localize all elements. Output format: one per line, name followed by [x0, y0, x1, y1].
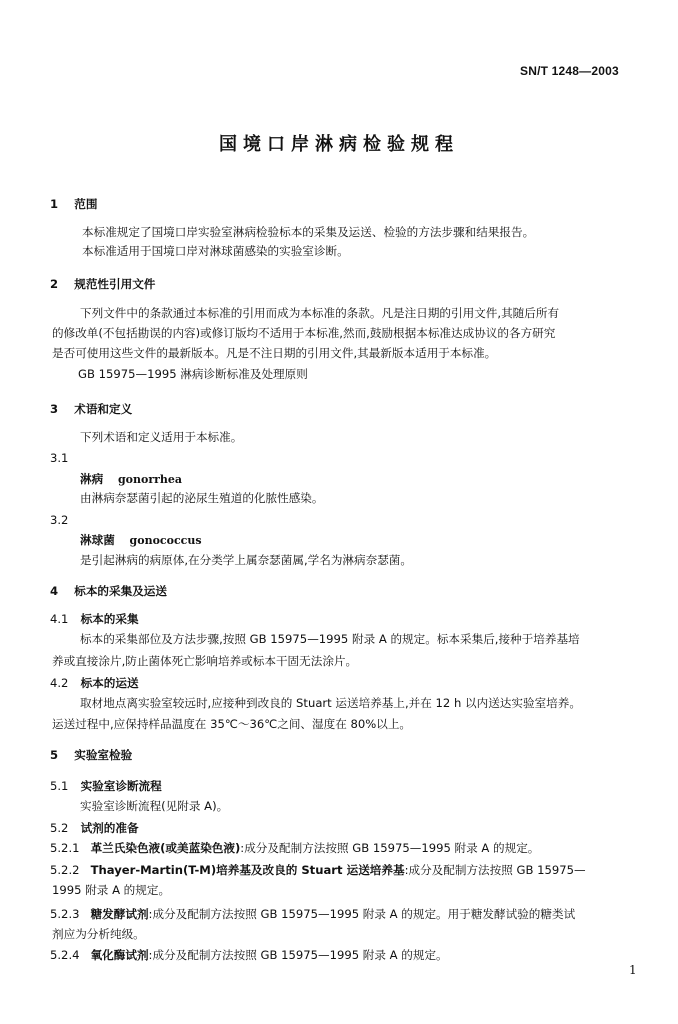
term-definition: 是引起淋病的病原体,在分类学上属奈瑟菌属,学名为淋病奈瑟菌。	[80, 553, 412, 567]
subsection-heading	[50, 675, 139, 691]
section-title: 标本的采集及运送	[74, 584, 167, 598]
page-number: 1	[629, 963, 637, 977]
term-entry	[80, 471, 182, 488]
paragraph-line: 本标准规定了国境口岸实验室淋病检验标本的采集及运送、检验的方法步骤和结果报告。	[82, 225, 535, 239]
clause-5-2-2	[50, 862, 586, 878]
clause-text: :成分及配制方法按照 GB 15975—1995 附录 A 的规定。	[148, 948, 448, 962]
section-title: 范围	[74, 197, 98, 211]
clause-title: 氧化酶试剂	[90, 948, 149, 962]
clause-number: 4.1	[50, 612, 69, 626]
paragraph-line: 剂应为分析纯级。	[52, 927, 145, 941]
paragraph-line: 取材地点离实验室较远时,应接种到改良的 Stuart 运送培养基上,并在 12 h 以内送达实验室培养。	[80, 696, 581, 710]
section-number: 5	[50, 748, 59, 762]
section-number: 4	[50, 584, 59, 598]
paragraph-line: 运送过程中,应保持样品温度在 35℃～36℃之间、湿度在 80%以上。	[52, 717, 412, 731]
clause-number: 3.1	[50, 451, 69, 465]
term-english: gonorrhea	[117, 473, 183, 486]
paragraph-line: 本标准适用于国境口岸对淋球菌感染的实验室诊断。	[82, 244, 349, 258]
paragraph-line: 的修改单(不包括勘误的内容)或修订版均不适用于本标准,然而,鼓励根据本标准达成协议的各方研究	[52, 326, 556, 340]
clause-number: 5.2.1	[50, 841, 80, 855]
normative-reference: GB 15975—1995 淋病诊断标准及处理原则	[78, 367, 308, 381]
subsection-heading	[50, 778, 162, 794]
clause-5-2-4	[50, 947, 448, 963]
subsection-title: 标本的运送	[80, 676, 139, 690]
section-number: 2	[50, 277, 59, 291]
clause-number: 5.2.3	[50, 907, 80, 921]
clause-5-2-1	[50, 840, 539, 856]
paragraph-line: 下列文件中的条款通过本标准的引用而成为本标准的条款。凡是注日期的引用文件,其随后所有	[80, 306, 560, 320]
section-4-heading	[50, 583, 167, 599]
term-chinese: 淋病	[80, 472, 104, 486]
section-number: 1	[50, 197, 59, 211]
section-number: 3	[50, 402, 59, 416]
clause-number: 5.2.2	[50, 863, 80, 877]
term-english: gonococcus	[129, 534, 202, 547]
subsection-heading	[50, 820, 139, 836]
clause-number: 4.2	[50, 676, 69, 690]
paragraph-line: 下列术语和定义适用于本标准。	[80, 430, 243, 444]
paragraph-line: 养或直接涂片,防止菌体死亡影响培养或标本干固无法涂片。	[52, 654, 358, 668]
term-chinese: 淋球菌	[80, 533, 115, 547]
clause-number: 3.2	[50, 513, 69, 527]
section-title: 术语和定义	[74, 402, 133, 416]
document-title: 国境口岸淋病检验规程	[219, 134, 459, 155]
clause-number: 5.1	[50, 779, 69, 793]
paragraph-line: 标本的采集部位及方法步骤,按照 GB 15975—1995 附录 A 的规定。标本采集后,接种于培养基培	[80, 632, 580, 646]
subsection-heading	[50, 611, 139, 627]
subsection-title: 实验室诊断流程	[80, 779, 162, 793]
clause-title: 糖发酵试剂	[90, 907, 149, 921]
clause-number: 5.2	[50, 821, 69, 835]
section-2-heading	[50, 276, 155, 292]
paragraph-line: 是否可使用这些文件的最新版本。凡是不注日期的引用文件,其最新版本适用于本标准。	[52, 346, 497, 360]
section-5-heading	[50, 747, 132, 763]
section-title: 规范性引用文件	[74, 277, 156, 291]
clause-title: Thayer-Martin(T-M)培养基及改良的 Stuart 运送培养基	[90, 863, 405, 877]
section-1-heading	[50, 196, 97, 212]
subsection-title: 标本的采集	[80, 612, 139, 626]
paragraph-line: 实验室诊断流程(见附录 A)。	[80, 799, 229, 813]
clause-text: :成分及配制方法按照 GB 15975—1995 附录 A 的规定。	[240, 841, 540, 855]
section-title: 实验室检验	[74, 748, 133, 762]
term-entry	[80, 532, 202, 549]
clause-5-2-3	[50, 906, 575, 922]
clause-text: :成分及配制方法按照 GB 15975—1995 附录 A 的规定。用于糖发酵试验的糖类试	[148, 907, 576, 921]
clause-number: 5.2.4	[50, 948, 80, 962]
clause-title: 革兰氏染色液(或美蓝染色液)	[90, 841, 241, 855]
term-definition: 由淋病奈瑟菌引起的泌尿生殖道的化脓性感染。	[80, 491, 324, 505]
clause-text: :成分及配制方法按照 GB 15975—	[404, 863, 586, 877]
paragraph-line: 1995 附录 A 的规定。	[52, 883, 171, 897]
section-3-heading	[50, 401, 132, 417]
subsection-title: 试剂的准备	[80, 821, 139, 835]
standard-number: SN/T 1248—2003	[520, 64, 619, 78]
